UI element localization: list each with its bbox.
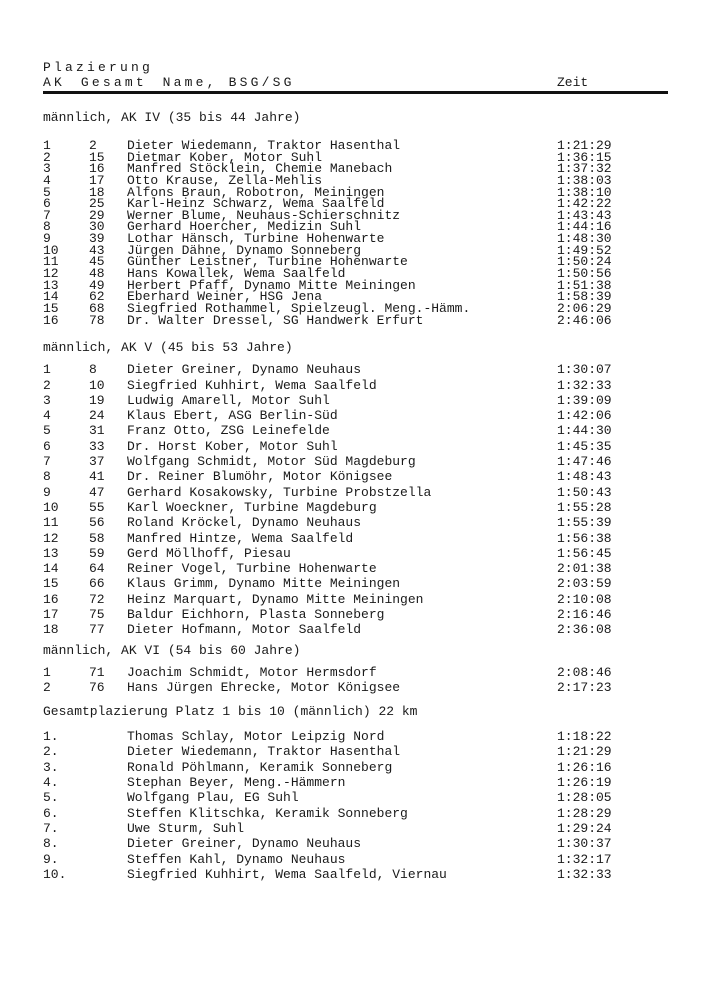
- ak-place: 8: [43, 469, 51, 485]
- finish-time: 2:36:08: [557, 622, 612, 638]
- finish-time: 1:37:32: [557, 161, 612, 177]
- athlete-name-club: Stephan Beyer, Meng.-Hämmern: [127, 775, 346, 791]
- athlete-name-club: Dieter Hofmann, Motor Saalfeld: [127, 622, 362, 638]
- table-row: [43, 836, 668, 851]
- table-row: [43, 806, 668, 821]
- ak-place: 1.: [43, 729, 59, 745]
- ak-place: 17: [43, 607, 59, 622]
- section-title-ak-v: männlich, AK V (45 bis 53 Jahre): [43, 340, 293, 356]
- ak-place: 11: [43, 515, 59, 531]
- ak-place: 6: [43, 438, 51, 454]
- table-row: [43, 790, 668, 805]
- table-row: [43, 576, 668, 591]
- overall-place: 77: [89, 622, 105, 638]
- ak-place: 2: [43, 679, 51, 695]
- athlete-name-club: Dieter Greiner, Dynamo Neuhaus: [127, 836, 362, 852]
- overall-place: 47: [89, 484, 105, 500]
- finish-time: 1:43:43: [557, 207, 612, 223]
- athlete-name-club: Siegfried Rothammel, Spielzeugl. Meng.-Hämm.: [127, 300, 471, 316]
- athlete-name-club: Ronald Pöhlmann, Keramik Sonneberg: [127, 759, 393, 775]
- finish-time: 1:51:38: [557, 277, 612, 293]
- overall-place: 64: [89, 561, 105, 577]
- athlete-name-club: Gerhard Kosakowsky, Turbine Probstzella: [127, 484, 432, 500]
- ak-place: 7: [43, 207, 51, 223]
- ak-place: 12: [43, 266, 59, 282]
- ak-place: 1: [43, 664, 51, 680]
- table-row: [43, 729, 668, 744]
- athlete-name-club: Gerhard Hoercher, Medizin Suhl: [127, 219, 362, 235]
- athlete-name-club: Steffen Kahl, Dynamo Neuhaus: [127, 851, 346, 867]
- overall-place: 55: [89, 499, 105, 515]
- ak-place: 2: [43, 377, 51, 393]
- overall-place: 33: [89, 438, 105, 454]
- overall-place: 71: [89, 664, 105, 680]
- finish-time: 1:30:37: [557, 836, 612, 852]
- athlete-name-club: Uwe Sturm, Suhl: [127, 820, 245, 836]
- overall-place: 49: [89, 277, 105, 293]
- ak-place: 1: [43, 138, 51, 153]
- finish-time: 1:39:09: [557, 392, 612, 408]
- ak-place: 13: [43, 545, 59, 561]
- athlete-name-club: Manfred Hintze, Wema Saalfeld: [127, 530, 354, 546]
- table-row: [43, 408, 668, 423]
- athlete-name-club: Siegfried Kuhhirt, Wema Saalfeld: [127, 377, 377, 393]
- finish-time: 1:28:05: [557, 790, 612, 806]
- column-header-gesamt: Gesamt: [80, 75, 147, 90]
- overall-place: 30: [89, 219, 105, 235]
- ak-place: 7: [43, 454, 51, 470]
- ak-place: 16: [43, 591, 59, 607]
- athlete-name-club: Werner Blume, Neuhaus-Schierschnitz: [127, 207, 401, 223]
- table-row: [43, 378, 668, 393]
- ak-place: 5.: [43, 790, 59, 806]
- finish-time: 1:55:28: [557, 499, 612, 515]
- athlete-name-club: Ludwig Amarell, Motor Suhl: [127, 392, 330, 408]
- table-row: [43, 852, 668, 867]
- column-header-zeit: Zeit: [557, 75, 589, 90]
- table-row: [43, 622, 668, 637]
- table-row: [43, 680, 668, 695]
- results-table-ak-vi: [43, 665, 668, 696]
- overall-place: 66: [89, 576, 105, 592]
- athlete-name-club: Karl Woeckner, Turbine Magdeburg: [127, 499, 377, 515]
- overall-place: 25: [89, 196, 105, 212]
- finish-time: 1:42:22: [557, 196, 612, 212]
- header-title: Plazierung: [43, 60, 154, 75]
- section-title-ak-vi: männlich, AK VI (54 bis 60 Jahre): [43, 642, 301, 658]
- athlete-name-club: Thomas Schlay, Motor Leipzig Nord: [127, 729, 385, 745]
- overall-place: 48: [89, 266, 105, 282]
- finish-time: 2:46:06: [557, 312, 612, 328]
- athlete-name-club: Lothar Hänsch, Turbine Hohenwarte: [127, 231, 385, 247]
- ak-place: 3: [43, 392, 51, 408]
- ak-place: 7.: [43, 820, 59, 836]
- table-row: [43, 744, 668, 759]
- athlete-name-club: Heinz Marquart, Dynamo Mitte Meiningen: [127, 591, 424, 607]
- ak-place: 10.: [43, 866, 67, 882]
- finish-time: 1:42:06: [557, 408, 612, 424]
- athlete-name-club: Steffen Klitschka, Keramik Sonneberg: [127, 805, 408, 821]
- athlete-name-club: Hans Jürgen Ehrecke, Motor Königsee: [127, 679, 401, 695]
- finish-time: 2:08:46: [557, 664, 612, 680]
- ak-place: 11: [43, 254, 59, 270]
- ak-place: 8: [43, 219, 51, 235]
- overall-place: 43: [89, 242, 105, 258]
- athlete-name-club: Dr. Reiner Blumöhr, Motor Königsee: [127, 469, 393, 485]
- ak-place: 15: [43, 300, 59, 316]
- overall-place: 24: [89, 408, 105, 424]
- table-row: [43, 500, 668, 515]
- overall-place: 16: [89, 161, 105, 177]
- ak-place: 8.: [43, 836, 59, 852]
- finish-time: 1:29:24: [557, 820, 612, 836]
- ak-place: 3.: [43, 759, 59, 775]
- athlete-name-club: Karl-Heinz Schwarz, Wema Saalfeld: [127, 196, 385, 212]
- ak-place: 18: [43, 622, 59, 638]
- finish-time: 1:28:29: [557, 805, 612, 821]
- finish-time: 2:06:29: [557, 300, 612, 316]
- overall-place: 45: [89, 254, 105, 270]
- finish-time: 1:38:03: [557, 172, 612, 188]
- section-title-ak-iv: männlich, AK IV (35 bis 44 Jahre): [43, 110, 301, 125]
- athlete-name-club: Hans Kowallek, Wema Saalfeld: [127, 266, 346, 282]
- finish-time: 1:32:17: [557, 851, 612, 867]
- finish-time: 1:50:43: [557, 484, 612, 500]
- athlete-name-club: Wolfgang Plau, EG Suhl: [127, 790, 299, 806]
- ak-place: 16: [43, 312, 59, 328]
- table-row: [43, 531, 668, 546]
- overall-place: 29: [89, 207, 105, 223]
- overall-place: 19: [89, 392, 105, 408]
- finish-time: 1:49:52: [557, 242, 612, 258]
- finish-time: 1:50:56: [557, 266, 612, 282]
- overall-place: 37: [89, 454, 105, 470]
- athlete-name-club: Gerd Möllhoff, Piesau: [127, 545, 291, 561]
- finish-time: 1:26:19: [557, 775, 612, 791]
- ak-place: 5: [43, 423, 51, 439]
- overall-place: 78: [89, 312, 105, 328]
- finish-time: 2:17:23: [557, 679, 612, 695]
- finish-time: 1:32:33: [557, 377, 612, 393]
- athlete-name-club: Dr. Walter Dressel, SG Handwerk Erfurt: [127, 312, 424, 328]
- ak-place: 6.: [43, 805, 59, 821]
- results-table-ak-v: [43, 362, 668, 637]
- overall-place: 76: [89, 679, 105, 695]
- athlete-name-club: Dieter Wiedemann, Traktor Hasenthal: [127, 138, 401, 153]
- table-row: [43, 312, 668, 328]
- table-row: [43, 439, 668, 454]
- column-header-name: Name, BSG/SG: [162, 75, 295, 90]
- athlete-name-club: Klaus Ebert, ASG Berlin-Süd: [127, 408, 338, 424]
- athlete-name-club: Baldur Eichhorn, Plasta Sonneberg: [127, 607, 385, 622]
- overall-place: 8: [89, 362, 97, 378]
- table-row: [43, 760, 668, 775]
- ak-place: 3: [43, 161, 51, 177]
- overall-place: 56: [89, 515, 105, 531]
- table-row: [43, 775, 668, 790]
- overall-place: 39: [89, 231, 105, 247]
- finish-time: 1:21:29: [557, 138, 612, 153]
- finish-time: 1:36:15: [557, 149, 612, 165]
- finish-time: 2:16:46: [557, 607, 612, 622]
- athlete-name-club: Siegfried Kuhhirt, Wema Saalfeld, Viernau: [127, 866, 447, 882]
- athlete-name-club: Alfons Braun, Robotron, Meiningen: [127, 184, 385, 200]
- ak-place: 1: [43, 362, 51, 378]
- overall-place: 18: [89, 184, 105, 200]
- table-row: [43, 561, 668, 576]
- athlete-name-club: Jürgen Dähne, Dynamo Sonneberg: [127, 242, 362, 258]
- results-table-ak-iv: [43, 140, 668, 326]
- table-row: [43, 515, 668, 530]
- table-row: [43, 469, 668, 484]
- finish-time: 2:10:08: [557, 591, 612, 607]
- column-header-ak: AK: [43, 75, 66, 90]
- overall-place: 2: [89, 138, 97, 153]
- finish-time: 1:56:38: [557, 530, 612, 546]
- athlete-name-club: Klaus Grimm, Dynamo Mitte Meiningen: [127, 576, 401, 592]
- column-header-row: [43, 75, 668, 91]
- table-row: [43, 546, 668, 561]
- table-row: [43, 393, 668, 408]
- finish-time: 1:56:45: [557, 545, 612, 561]
- finish-time: 1:47:46: [557, 454, 612, 470]
- table-row: [43, 454, 668, 469]
- finish-time: 1:58:39: [557, 289, 612, 305]
- ak-place: 2: [43, 149, 51, 165]
- overall-place: 17: [89, 172, 105, 188]
- overall-place: 59: [89, 545, 105, 561]
- table-row: [43, 362, 668, 377]
- ak-place: 15: [43, 576, 59, 592]
- overall-place: 31: [89, 423, 105, 439]
- finish-time: 1:48:43: [557, 469, 612, 485]
- ak-place: 9.: [43, 851, 59, 867]
- athlete-name-club: Otto Krause, Zella-Mehlis: [127, 172, 323, 188]
- athlete-name-club: Franz Otto, ZSG Leinefelde: [127, 423, 330, 439]
- athlete-name-club: Reiner Vogel, Turbine Hohenwarte: [127, 561, 377, 577]
- athlete-name-club: Dieter Wiedemann, Traktor Hasenthal: [127, 744, 401, 760]
- table-row: [43, 821, 668, 836]
- athlete-name-club: Roland Kröckel, Dynamo Neuhaus: [127, 515, 362, 531]
- athlete-name-club: Manfred Stöcklein, Chemie Manebach: [127, 161, 393, 177]
- ak-place: 14: [43, 289, 59, 305]
- results-page: [43, 60, 668, 882]
- table-row: [43, 423, 668, 438]
- overall-place: 72: [89, 591, 105, 607]
- results-table-gesamt: [43, 729, 668, 882]
- athlete-name-club: Joachim Schmidt, Motor Hermsdorf: [127, 664, 377, 680]
- ak-place: 2.: [43, 744, 59, 760]
- athlete-name-club: Günther Leistner, Turbine Hohenwarte: [127, 254, 408, 270]
- ak-place: 4: [43, 172, 51, 188]
- table-row: [43, 665, 668, 680]
- overall-place: 15: [89, 149, 105, 165]
- table-row: [43, 867, 668, 882]
- athlete-name-club: Dietmar Kober, Motor Suhl: [127, 149, 323, 165]
- finish-time: 1:26:16: [557, 759, 612, 775]
- ak-place: 9: [43, 484, 51, 500]
- ak-place: 10: [43, 499, 59, 515]
- finish-time: 2:03:59: [557, 576, 612, 592]
- finish-time: 1:38:10: [557, 184, 612, 200]
- finish-time: 1:45:35: [557, 438, 612, 454]
- athlete-name-club: Eberhard Weiner, HSG Jena: [127, 289, 323, 305]
- overall-place: 68: [89, 300, 105, 316]
- athlete-name-club: Dr. Horst Kober, Motor Suhl: [127, 438, 338, 454]
- overall-place: 41: [89, 469, 105, 485]
- overall-place: 62: [89, 289, 105, 305]
- athlete-name-club: Wolfgang Schmidt, Motor Süd Magdeburg: [127, 454, 416, 470]
- overall-place: 75: [89, 607, 105, 622]
- ak-place: 10: [43, 242, 59, 258]
- ak-place: 4: [43, 408, 51, 424]
- athlete-name-club: Herbert Pfaff, Dynamo Mitte Meiningen: [127, 277, 416, 293]
- finish-time: 1:32:33: [557, 866, 612, 882]
- finish-time: 2:01:38: [557, 561, 612, 577]
- finish-time: 1:55:39: [557, 515, 612, 531]
- ak-place: 4.: [43, 775, 59, 791]
- table-row: [43, 607, 668, 622]
- finish-time: 1:44:30: [557, 423, 612, 439]
- finish-time: 1:50:24: [557, 254, 612, 270]
- ak-place: 13: [43, 277, 59, 293]
- ak-place: 6: [43, 196, 51, 212]
- ak-place: 12: [43, 530, 59, 546]
- table-row: [43, 592, 668, 607]
- ak-place: 9: [43, 231, 51, 247]
- ak-place: 14: [43, 561, 59, 577]
- table-row: [43, 485, 668, 500]
- finish-time: 1:48:30: [557, 231, 612, 247]
- finish-time: 1:30:07: [557, 362, 612, 378]
- finish-time: 1:21:29: [557, 744, 612, 760]
- finish-time: 1:44:16: [557, 219, 612, 235]
- overall-place: 10: [89, 377, 105, 393]
- overall-place: 58: [89, 530, 105, 546]
- athlete-name-club: Dieter Greiner, Dynamo Neuhaus: [127, 362, 362, 378]
- section-title-gesamtplazierung: Gesamtplazierung Platz 1 bis 10 (männlich) 22 km: [43, 704, 418, 720]
- finish-time: 1:18:22: [557, 729, 612, 745]
- ak-place: 5: [43, 184, 51, 200]
